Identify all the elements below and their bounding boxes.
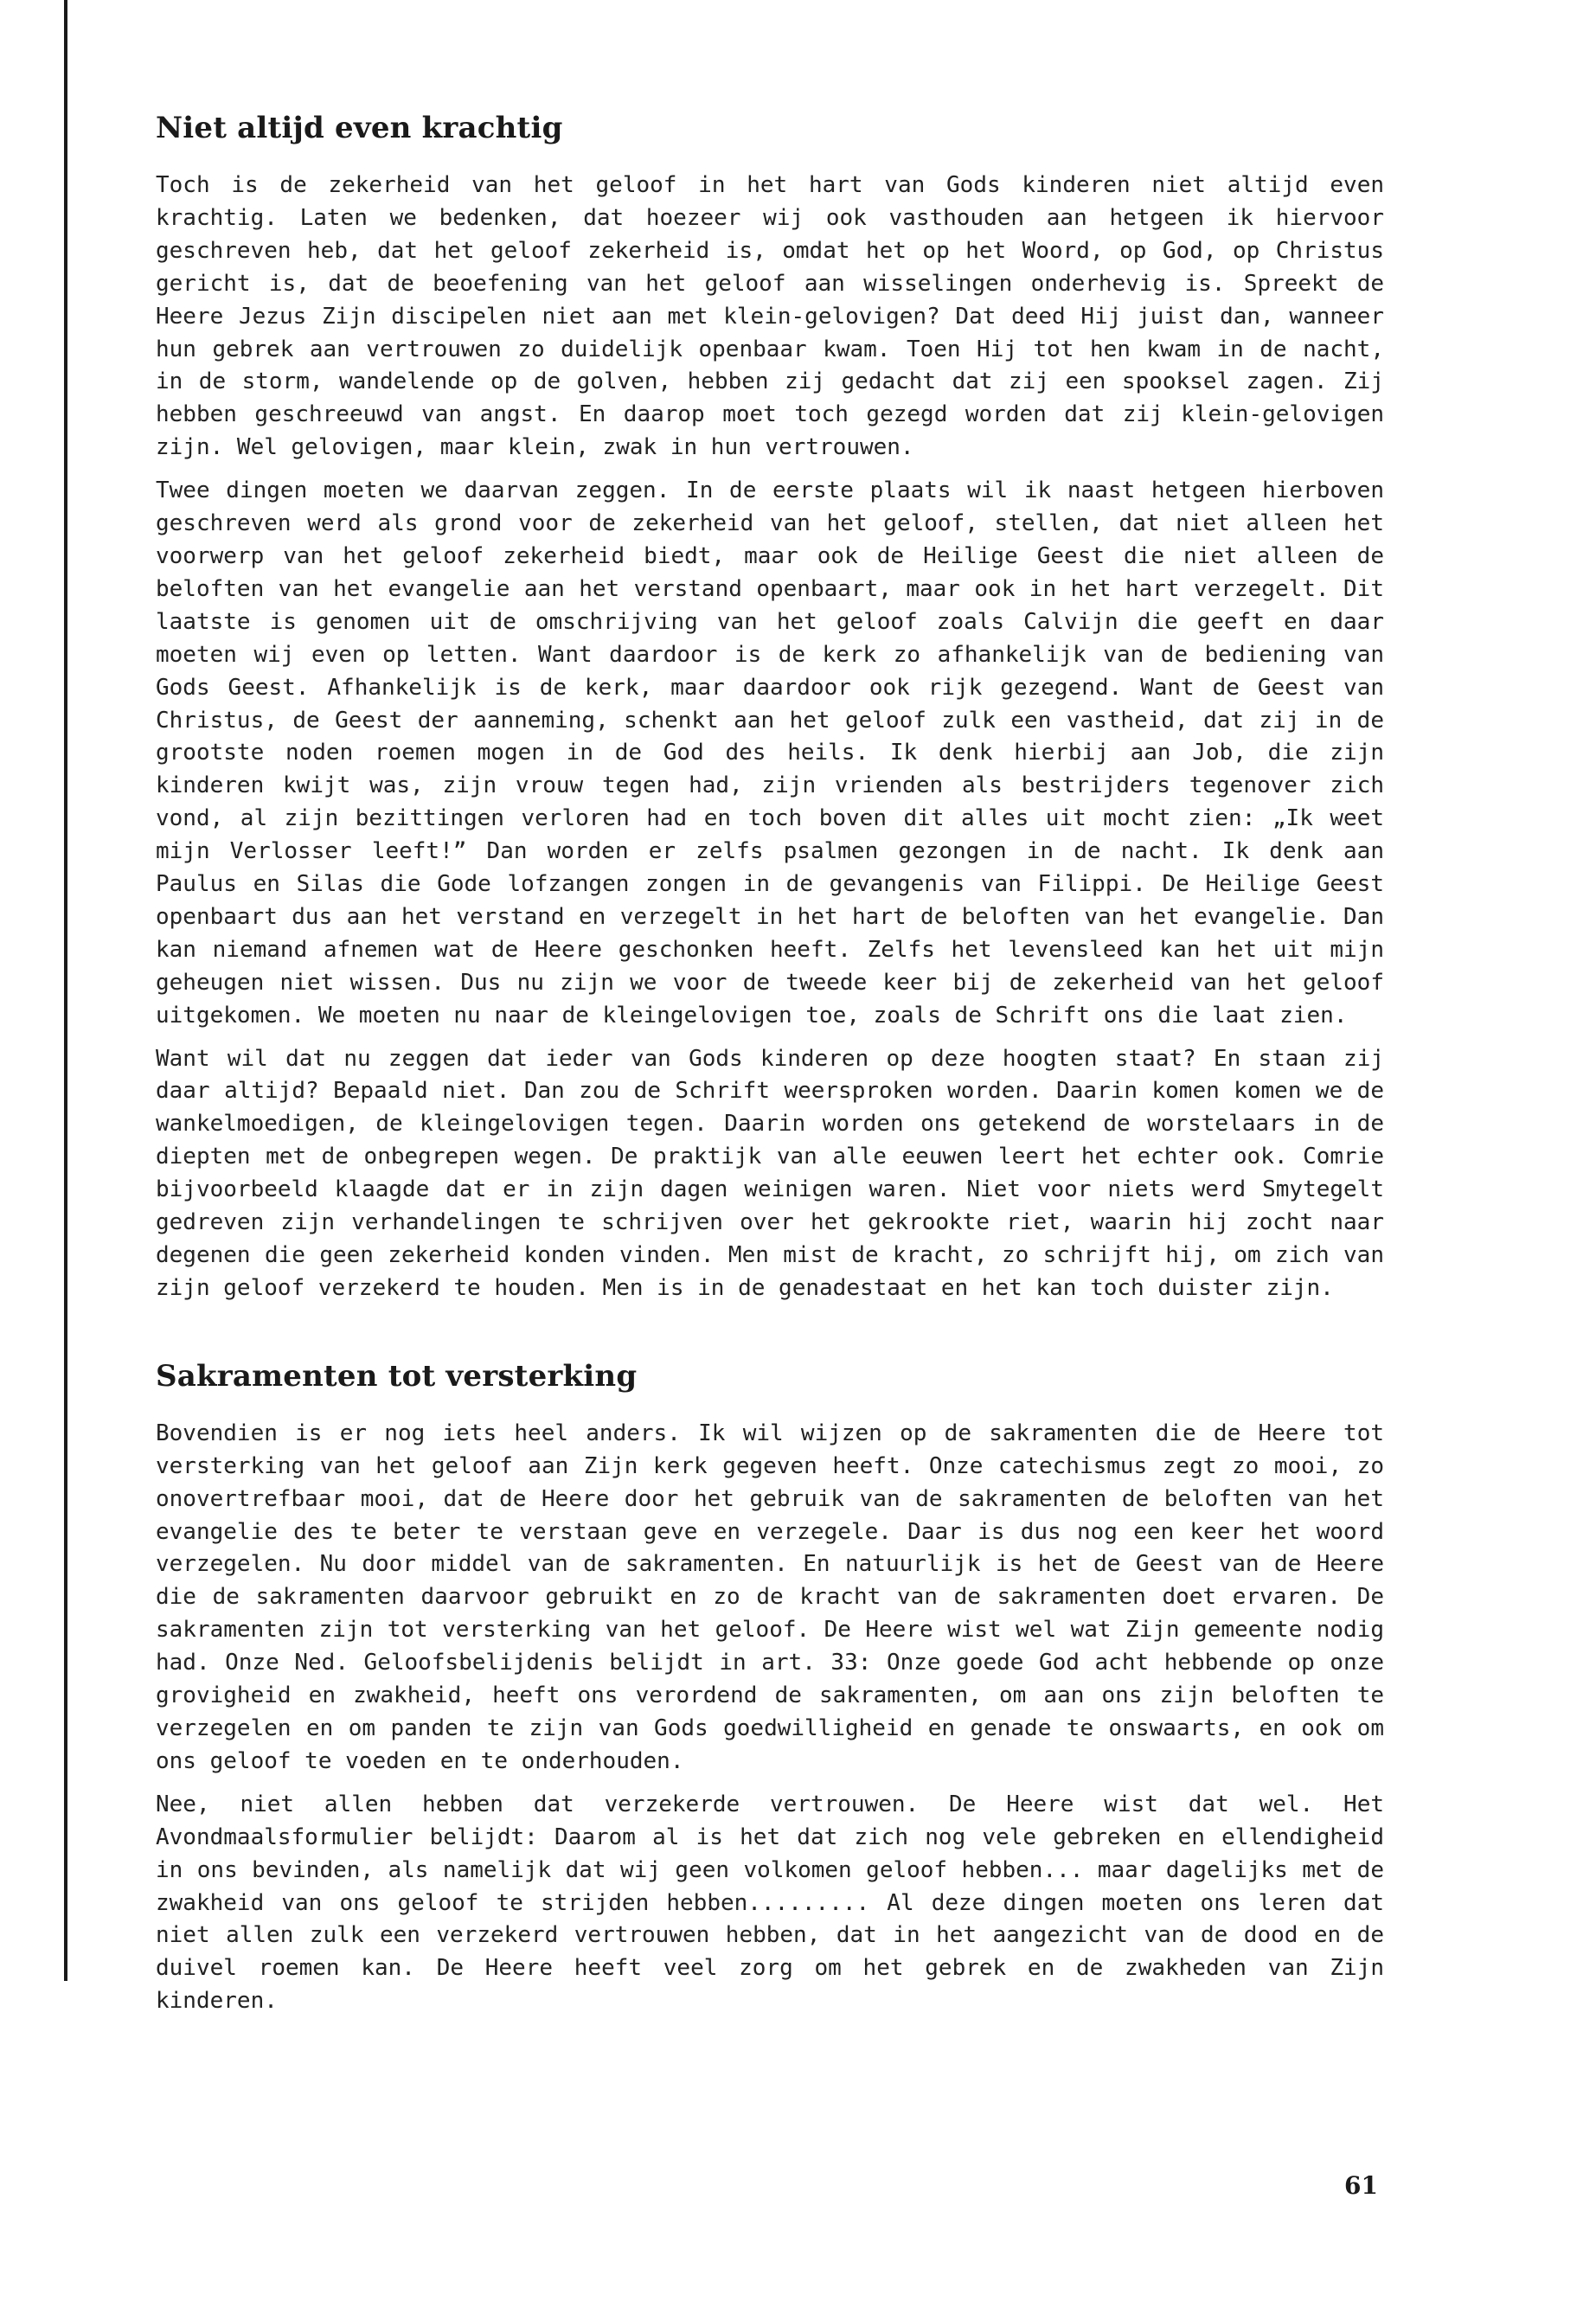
section-niet-altijd-even-krachtig <box>156 111 1384 1305</box>
paragraph: Toch is de zekerheid van het geloof in het hart van Gods kinderen niet altijd even krachtig. Laten we bedenken, dat hoezeer wij ook vasthouden aan hetgeen ik hiervoor geschreven heb, dat het geloof zekerheid is, omdat het op het Woord, op God, op Christus gericht is, dat de beoefening van het geloof aan wisselingen onderhevig is. Spreekt de Heere Jezus Zijn discipelen niet aan met klein-gelovigen? Dat deed Hij juist dan, wanneer hun gebrek aan vertrouwen zo duidelijk openbaar kwam. Toen Hij tot hen kwam in de nacht, in de storm, wandelende op de golven, hebben zij gedacht dat zij een spooksel zagen. Zij hebben geschreeuwd van angst. En daarop moet toch gezegd worden dat zij klein-gelovigen zijn. Wel gelovigen, maar klein, zwak in hun vertrouwen. <box>156 172 1384 461</box>
paragraph: Want wil dat nu zeggen dat ieder van Gods kinderen op deze hoogten staat? En staan zij daar altijd? Bepaald niet. Dan zou de Schrift weersproken worden. Daarin komen komen we de wankelmoedigen, de kleingelovigen tegen. Daarin worden ons getekend de worstelaars in de diepten met de onbegrepen wegen. De praktijk van alle eeuwen leert het echter ook. Comrie bijvoorbeeld klaagde dat er in zijn dagen weinigen waren. Niet voor niets werd Smytegelt gedreven zijn verhandelingen te schrijven over het gekrookte riet, waarin hij zocht naar degenen die geen zekerheid konden vinden. Men mist de kracht, zo schrijft hij, om zich van zijn geloof verzekerd te houden. Men is in de genadestaat en het kan toch duister zijn. <box>156 1045 1384 1301</box>
section-heading: Niet altijd even krachtig <box>156 111 563 145</box>
paragraph: Twee dingen moeten we daarvan zeggen. In de eerste plaats wil ik naast hetgeen hierboven geschreven werd als grond voor de zekerheid van het geloof, stellen, dat niet alleen het voorwerp van het geloof zekerheid biedt, maar ook de Heilige Geest die niet alleen de beloften van het evangelie aan het verstand openbaart, maar ook in het hart verzegelt. Dit laatste is genomen uit de omschrijving van het geloof zoals Calvijn die geeft en daar moeten wij even op letten. Want daardoor is de kerk zo afhankelijk van de bediening van Gods Geest. Afhankelijk is de kerk, maar daardoor ook rijk gezegend. Want de Geest van Christus, de Geest der aanneming, schenkt aan het geloof zulk een vastheid, dat zij in de grootste noden roemen mogen in de God des heils. Ik denk hierbij aan Job, die zijn kinderen kwijt was, zijn vrouw tegen had, zijn vrienden als bestrijders tegenover zich vond, al zijn bezittingen verloren had en toch boven dit alles uit mocht zien: „Ik weet mijn Verlosser leeft!” Dan worden er zelfs psalmen gezongen in de nacht. Ik denk aan Paulus en Silas die Gode lofzangen zongen in de gevangenis van Filippi. De Heilige Geest openbaart dus aan het verstand en verzegelt in het hart de beloften van het evangelie. Dan kan niemand afnemen wat de Heere geschonken heeft. Zelfs het levensleed kan het uit mijn geheugen niet wissen. Dus nu zijn we voor de tweede keer bij de zekerheid van het geloof uitgekomen. We moeten nu naar de kleingelovigen toe, zoals de Schrift ons die laat zien. <box>156 478 1384 1029</box>
page-number: 61 <box>1344 2171 1378 2200</box>
paragraph: Nee, niet allen hebben dat verzekerde vertrouwen. De Heere wist dat wel. Het Avondmaalsformulier belijdt: Daarom al is het dat zich nog vele gebreken en ellendigheid in ons bevinden, als namelijk dat wij geen volkomen geloof hebben... maar dagelijks met de zwakheid van ons geloof te strijden hebben......... Al deze dingen moeten ons leren dat niet allen zulk een verzekerd vertrouwen hebben, dat in het aangezicht van de dood en de duivel roemen kan. De Heere heeft veel zorg om het gebrek en de zwakheden van Zijn kinderen. <box>156 1791 1384 2015</box>
section-heading: Sakramenten tot versterking <box>156 1358 638 1394</box>
page-content <box>156 111 1384 2029</box>
section-sakramenten-tot-versterking <box>156 1359 1384 2018</box>
scan-margin-line <box>64 0 67 1981</box>
paragraph: Bovendien is er nog iets heel anders. Ik wil wijzen op de sakramenten die de Heere tot versterking van het geloof aan Zijn kerk gegeven heeft. Onze catechismus zegt zo mooi, zo onovertrefbaar mooi, dat de Heere door het gebruik van de sakramenten de beloften van het evangelie des te beter te verstaan geve en verzegele. Daar is dus nog een keer het woord verzegelen. Nu door middel van de sakramenten. En natuurlijk is het de Geest van de Heere die de sakramenten daarvoor gebruikt en zo de kracht van de sakramenten doet ervaren. De sakramenten zijn tot versterking van het geloof. De Heere wist wel wat Zijn gemeente nodig had. Onze Ned. Geloofsbelijdenis belijdt in art. 33: Onze goede God acht hebbende op onze grovigheid en zwakheid, heeft ons verordend de sakramenten, om aan ons zijn beloften te verzegelen en om panden te zijn van Gods goedwilligheid en genade te onswaarts, en ook om ons geloof te voeden en te onderhouden. <box>156 1420 1384 1774</box>
